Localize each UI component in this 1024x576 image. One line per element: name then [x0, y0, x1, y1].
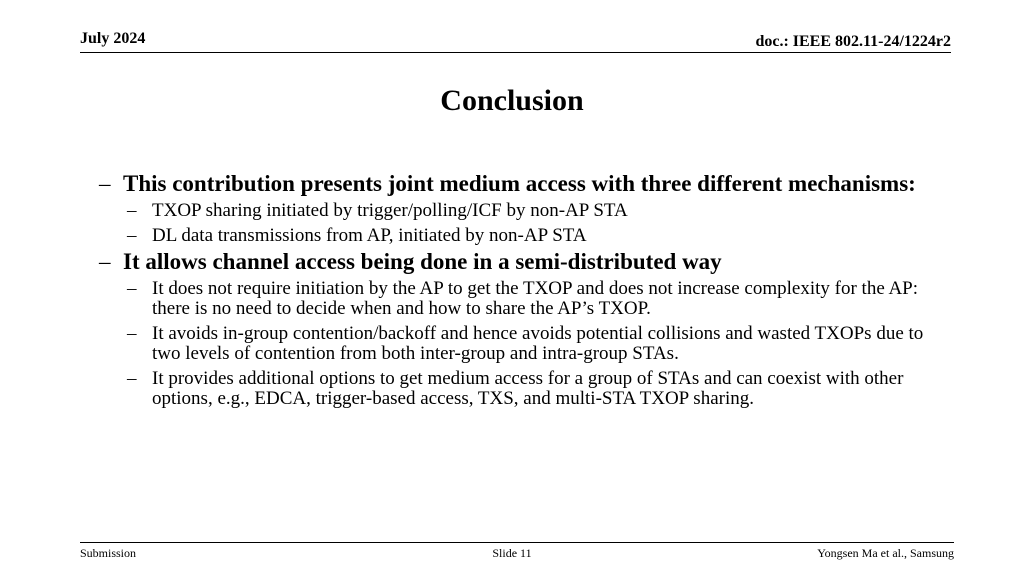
bullet-level2: [95, 279, 935, 319]
bullet-dash: –: [127, 278, 137, 299]
slide-title: Conclusion: [440, 84, 584, 117]
footer-authors: Yongsen Ma et al., Samsung: [817, 546, 954, 560]
bullet-dash: –: [127, 225, 137, 246]
bullet-level2: [95, 226, 935, 246]
bullet-level2: [95, 369, 935, 409]
bullet-dash: –: [127, 200, 137, 221]
header-doc-id: doc.: IEEE 802.11-24/1224r2: [755, 33, 951, 50]
bullet-dash: –: [127, 368, 137, 389]
bullet-text: It provides additional options to get medium access for a group of STAs and can coexist with other options, e.g., EDCA, trigger-based access, TXS, and multi-STA TXOP sharing.: [152, 368, 904, 409]
bullet-dash: –: [127, 323, 137, 344]
bullet-text: This contribution presents joint medium access with three different mechanisms:: [123, 171, 916, 196]
header-divider: [80, 52, 951, 53]
bullet-dash: –: [99, 171, 111, 196]
bullet-level1: [95, 171, 935, 196]
bullet-dash: –: [99, 249, 111, 274]
footer-divider: [80, 542, 954, 543]
bullet-level2: [95, 324, 935, 364]
footer-submission: Submission: [80, 546, 137, 560]
bullet-text: TXOP sharing initiated by trigger/polling/ICF by non-AP STA: [152, 200, 628, 221]
footer-slide-number: Slide 11: [492, 546, 532, 560]
slide-body: [95, 168, 935, 409]
header-date: July 2024: [80, 30, 146, 47]
bullet-level2: [95, 201, 935, 221]
bullet-text: It allows channel access being done in a semi-distributed way: [123, 249, 722, 274]
bullet-text: It avoids in-group contention/backoff and hence avoids potential collisions and wasted TXOPs due to two levels of contention from both inter-group and intra-group STAs.: [152, 323, 924, 364]
bullet-text: DL data transmissions from AP, initiated by non-AP STA: [152, 225, 587, 246]
bullet-text: It does not require initiation by the AP to get the TXOP and does not increase complexity for the AP: there is no need to decide when and how to share the AP’s TXOP.: [152, 278, 919, 319]
bullet-level1: [95, 249, 935, 274]
